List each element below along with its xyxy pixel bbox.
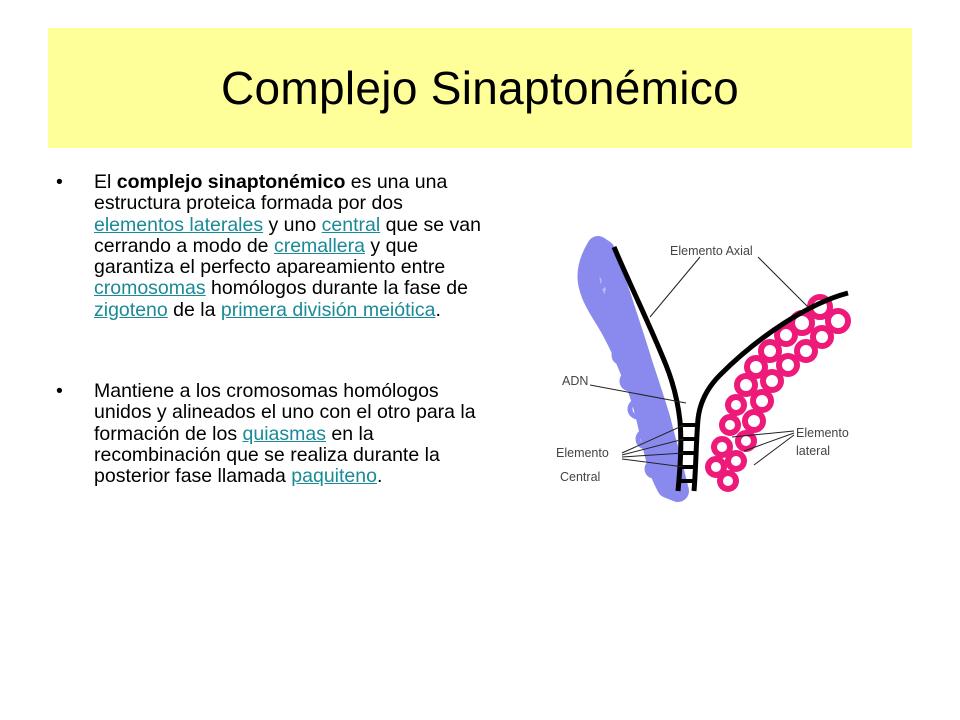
link-primera-division-meiotica[interactable]: primera división meiótica (220, 298, 436, 321)
synaptonemal-complex-diagram (550, 225, 870, 510)
text-span: que se van cerrando a modo de (94, 213, 481, 257)
diagram-svg (550, 225, 870, 510)
text-span: de la (167, 298, 221, 321)
text-span: y que garantiza el perfecto apareamiento entre (94, 234, 446, 279)
bullet-item-2 (56, 381, 488, 487)
bullet-list (56, 172, 488, 488)
label-elemento-central-1: Elemento (556, 446, 609, 460)
bullet-icon: • (56, 380, 63, 403)
bullet-item-1 (56, 172, 488, 321)
link-cromosomas[interactable]: cromosomas (94, 277, 206, 300)
text-span: homólogos durante la fase de (205, 277, 468, 300)
link-elementos-laterales[interactable]: elementos laterales (94, 213, 264, 236)
text-span: y uno (263, 213, 322, 236)
link-paquiteno[interactable]: paquiteno (291, 465, 377, 488)
text-span: . (435, 298, 441, 321)
text-span: El (94, 171, 117, 193)
text-span: en la recombinación que se realiza durante la posterior fase llamada (94, 422, 440, 488)
label-elemento-lateral-2: lateral (796, 444, 831, 458)
bullet-icon: • (56, 171, 63, 193)
label-elemento-lateral-1: Elemento (796, 426, 849, 440)
link-zigoteno[interactable]: zigoteno (94, 298, 168, 321)
label-elemento-central-2: Central (560, 470, 601, 484)
link-central[interactable]: central (321, 213, 381, 236)
label-adn: ADN (562, 374, 589, 388)
label-elemento-axial: Elemento Axial (670, 244, 753, 258)
text-span: Mantiene a los cromosomas homólogos unidos y alineados el uno con el otro para la formación de los (94, 380, 476, 445)
text-span: es una una estructura proteica formada por dos (94, 171, 448, 215)
bold-term: complejo sinaptonémico (116, 171, 346, 193)
title-bar (48, 28, 912, 148)
link-quiasmas[interactable]: quiasmas (242, 422, 326, 445)
link-cremallera[interactable]: cremallera (273, 234, 365, 257)
slide-title: Complejo Sinaptonémico (221, 62, 739, 114)
text-span: . (376, 465, 383, 488)
